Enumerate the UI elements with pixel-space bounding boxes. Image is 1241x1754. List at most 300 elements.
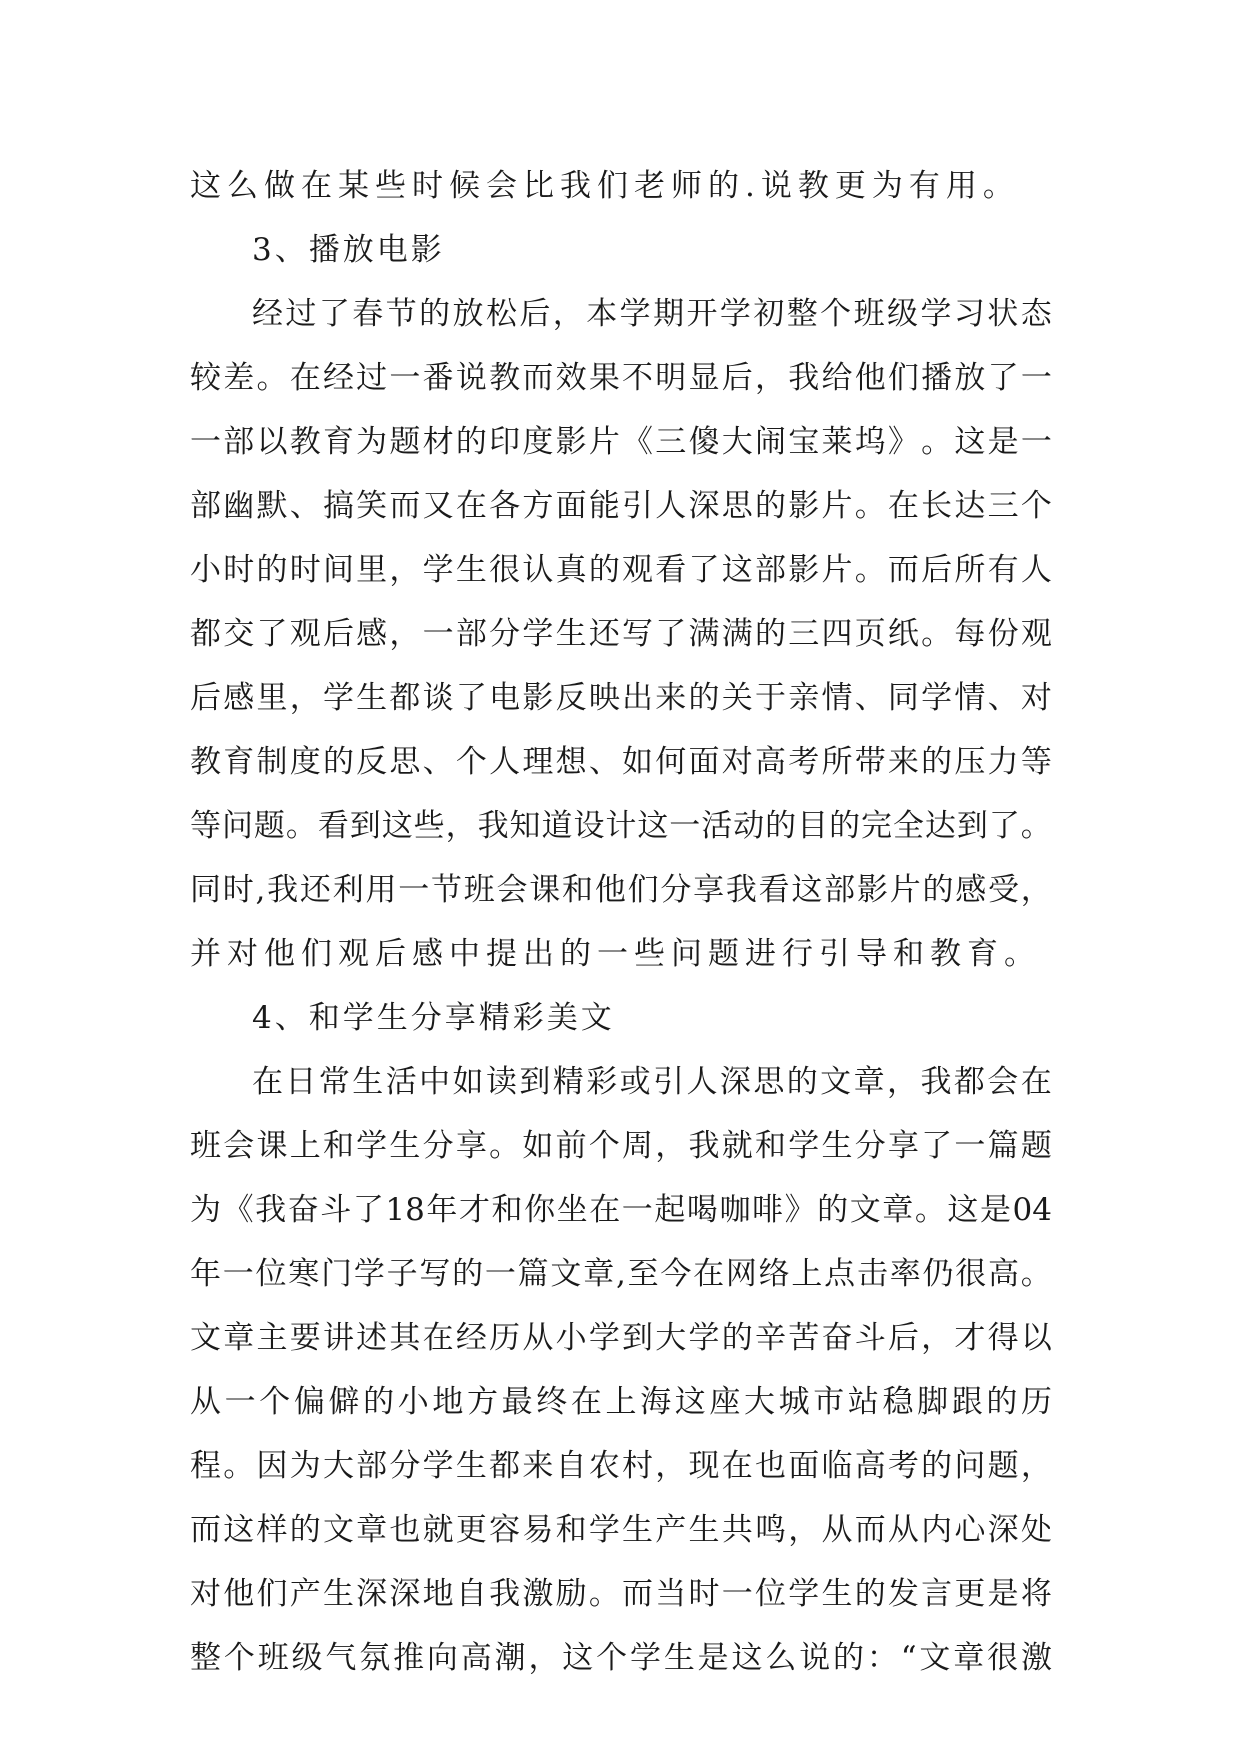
glyph: 到 (519, 1064, 551, 1100)
glyph: 讲 (322, 1320, 354, 1356)
glyph: 这 (731, 1640, 763, 1676)
glyph: 达 (924, 808, 956, 844)
glyph: 课 (529, 872, 561, 908)
glyph: 级 (291, 1640, 323, 1676)
glyph: 在 (455, 488, 487, 524)
glyph: 坐 (556, 1192, 588, 1228)
paragraph-line: 并对他们观后感中提出的一些问题进行引导和教育。 (190, 936, 1041, 972)
glyph: 生 (356, 680, 388, 716)
paragraph-line (190, 730, 1052, 794)
glyph: 深 (356, 1576, 388, 1612)
body-text (190, 154, 1052, 1690)
glyph: 门 (321, 1256, 353, 1292)
glyph: 都 (389, 680, 421, 716)
glyph: 所 (821, 744, 853, 780)
glyph: ， (389, 616, 421, 652)
glyph: 学 (619, 296, 651, 332)
glyph: 而 (854, 1512, 886, 1548)
section-heading: 3、播放电影 (252, 232, 445, 268)
paragraph-line (190, 794, 1052, 858)
glyph: 会 (987, 1064, 1019, 1100)
glyph: 时 (289, 552, 321, 588)
glyph: 章 (853, 1064, 885, 1100)
glyph: 他 (594, 872, 626, 908)
glyph: 过 (285, 296, 317, 332)
glyph: 的 (322, 744, 354, 780)
glyph: 看 (655, 552, 687, 588)
glyph: 电 (489, 680, 521, 716)
paragraph-line (190, 538, 1052, 602)
glyph: 当 (655, 1576, 687, 1612)
glyph: 学 (322, 680, 354, 716)
glyph: 年 (426, 1192, 458, 1228)
glyph: 页 (854, 616, 886, 652)
glyph: 。 (256, 360, 288, 396)
glyph: 里 (256, 680, 288, 716)
glyph: 我 (688, 1128, 720, 1164)
glyph: 章 (223, 1320, 255, 1356)
glyph: 后 (921, 552, 953, 588)
glyph: 推 (393, 1640, 425, 1676)
glyph: 一 (1020, 360, 1052, 396)
glyph: 计 (605, 808, 637, 844)
glyph: 教 (190, 744, 221, 780)
glyph: 人 (1020, 552, 1052, 588)
glyph: 文 (550, 1256, 582, 1292)
glyph: 大 (322, 1448, 354, 1484)
glyph: 一 (222, 1256, 254, 1292)
glyph: ， (1020, 872, 1052, 908)
glyph: ， (754, 360, 786, 396)
glyph: 文 (190, 1320, 221, 1356)
glyph: 教 (489, 360, 521, 396)
glyph: 点 (824, 1256, 856, 1292)
glyph: 的 (688, 680, 720, 716)
glyph: 部 (190, 488, 221, 524)
glyph: 享 (455, 1128, 487, 1164)
glyph: 章 (882, 1192, 914, 1228)
glyph: 会 (223, 1128, 255, 1164)
glyph: 稳 (882, 1384, 914, 1420)
glyph: 你 (524, 1192, 556, 1228)
glyph: 满 (688, 616, 720, 652)
glyph: 们 (887, 360, 919, 396)
glyph: 知 (509, 808, 541, 844)
glyph: 寒 (288, 1256, 320, 1292)
glyph: 班 (257, 1640, 289, 1676)
glyph: 最 (501, 1384, 533, 1420)
glyph: 春 (352, 296, 384, 332)
glyph: 影 (788, 488, 820, 524)
paragraph-line (190, 602, 1052, 666)
glyph: 程 (190, 1448, 221, 1484)
glyph: 僻 (328, 1384, 360, 1420)
glyph: 后 (887, 1320, 919, 1356)
glyph: 看 (317, 808, 349, 844)
glyph: 认 (522, 552, 554, 588)
glyph: 同 (190, 872, 221, 908)
glyph: 又 (422, 488, 454, 524)
glyph: 。 (285, 808, 317, 844)
glyph: 果 (588, 360, 620, 396)
glyph: 章 (953, 1640, 985, 1676)
glyph: 教 (289, 424, 321, 460)
glyph: 写 (419, 1256, 451, 1292)
glyph: 文 (322, 1512, 354, 1548)
glyph: 想 (555, 744, 587, 780)
glyph: 更 (455, 1512, 487, 1548)
glyph: 大 (655, 1320, 687, 1356)
glyph: 宝 (788, 424, 820, 460)
glyph: 城 (778, 1384, 810, 1420)
glyph: 一 (190, 424, 221, 460)
paragraph-line: 这么做在某些时候会比我们老师的.说教更为有用。 (190, 168, 1020, 204)
glyph: 不 (622, 360, 654, 396)
glyph: 的 (833, 1640, 865, 1676)
glyph: 发 (887, 1576, 919, 1612)
glyph: 后 (322, 616, 354, 652)
glyph: 片 (821, 488, 853, 524)
glyph: 影 (555, 424, 587, 460)
glyph: 力 (987, 744, 1019, 780)
glyph: 学 (788, 1128, 820, 1164)
glyph: 设 (573, 808, 605, 844)
glyph: 能 (588, 488, 620, 524)
glyph: 是 (987, 1576, 1019, 1612)
glyph: 生 (555, 616, 587, 652)
glyph: 海 (640, 1384, 672, 1420)
glyph: 面 (688, 744, 720, 780)
glyph: 对 (190, 1576, 221, 1612)
glyph: 学 (688, 1320, 720, 1356)
glyph: 学 (422, 1448, 454, 1484)
glyph: 给 (821, 360, 853, 396)
glyph: 一 (669, 808, 701, 844)
glyph: 在 (887, 488, 919, 524)
glyph: 经 (455, 1320, 487, 1356)
glyph: 地 (432, 1384, 464, 1420)
glyph: 鸣 (754, 1512, 786, 1548)
glyph: 态 (1020, 296, 1052, 332)
glyph: 都 (953, 1064, 985, 1100)
glyph: 出 (622, 680, 654, 716)
glyph: 啡 (752, 1192, 784, 1228)
glyph: 播 (921, 360, 953, 396)
glyph: 我 (725, 872, 757, 908)
glyph: 节 (385, 296, 417, 332)
glyph: 学 (921, 680, 953, 716)
glyph: 题 (389, 424, 421, 460)
paragraph-line (190, 474, 1052, 538)
glyph: 喝 (686, 1192, 718, 1228)
glyph: 是 (979, 1192, 1011, 1228)
glyph: 默 (256, 488, 288, 524)
glyph: 思 (721, 488, 753, 524)
glyph: 。 (489, 1128, 521, 1164)
glyph: 很 (955, 1256, 987, 1292)
glyph: 班 (190, 1128, 221, 1164)
glyph: 在 (570, 1384, 602, 1420)
glyph: 。 (1020, 1256, 1052, 1292)
glyph: 这 (947, 1192, 979, 1228)
glyph: 章 (583, 1256, 615, 1292)
glyph: 对 (721, 744, 753, 780)
glyph: 、 (422, 744, 454, 780)
glyph: 周 (622, 1128, 654, 1164)
glyph: 今 (660, 1256, 692, 1292)
glyph: 亲 (788, 680, 820, 716)
glyph: 述 (356, 1320, 388, 1356)
glyph: 上 (289, 1128, 321, 1164)
glyph: 明 (655, 360, 687, 396)
glyph: 。 (921, 616, 953, 652)
glyph: 看 (758, 872, 790, 908)
glyph: 个 (223, 1640, 255, 1676)
glyph: 引 (622, 488, 654, 524)
glyph: 的 (721, 1320, 753, 1356)
glyph: 、 (588, 744, 620, 780)
glyph: ， (655, 1448, 687, 1484)
glyph: 的 (817, 1192, 849, 1228)
glyph: 在 (422, 1320, 454, 1356)
glyph: 这 (637, 808, 669, 844)
glyph: 仍 (922, 1256, 954, 1292)
glyph: 活 (701, 808, 733, 844)
glyph: 些 (413, 808, 445, 844)
glyph: 而 (190, 1512, 221, 1548)
glyph: 人 (489, 744, 521, 780)
glyph: 了 (318, 296, 350, 332)
glyph: 生 (389, 1128, 421, 1164)
glyph: 至 (627, 1256, 659, 1292)
glyph: 篇 (987, 1128, 1019, 1164)
glyph: 的 (455, 424, 487, 460)
glyph: 节 (430, 872, 462, 908)
glyph: 的 (588, 552, 620, 588)
glyph: 说 (799, 1640, 831, 1676)
glyph: 里 (356, 552, 388, 588)
glyph: ， (887, 1064, 919, 1100)
glyph: 受 (988, 872, 1019, 908)
glyph: “ (900, 1640, 917, 1676)
glyph: 一 (398, 872, 430, 908)
glyph: 材 (422, 424, 454, 460)
glyph: 的 (921, 744, 953, 780)
glyph: 个 (455, 744, 487, 780)
glyph: 动 (733, 808, 765, 844)
section-heading: 4、和学生分享精彩美文 (252, 1000, 615, 1036)
glyph: 分 (422, 1128, 454, 1164)
glyph: 目 (797, 808, 829, 844)
glyph: 也 (754, 1448, 786, 1484)
glyph: 。 (914, 1192, 946, 1228)
glyph: 还 (299, 872, 331, 908)
glyph: 学 (920, 296, 952, 332)
paragraph-line (190, 666, 1052, 730)
glyph: 生 (622, 1512, 654, 1548)
glyph: , (615, 1256, 626, 1292)
glyph: 主 (256, 1320, 288, 1356)
glyph: 时 (223, 552, 255, 588)
paragraph-line (190, 1178, 1052, 1242)
glyph: 篇 (517, 1256, 549, 1292)
glyph: ， (552, 296, 584, 332)
glyph: 们 (256, 1576, 288, 1612)
glyph: 何 (655, 744, 687, 780)
glyph: 从 (190, 1384, 221, 1420)
glyph: 状 (987, 296, 1019, 332)
glyph: 上 (791, 1256, 823, 1292)
glyph: 生 (821, 1576, 853, 1612)
glyph: 上 (605, 1384, 637, 1420)
glyph: 初 (753, 296, 785, 332)
glyph: 同 (887, 680, 919, 716)
glyph: 题 (1020, 1128, 1052, 1164)
glyph: 高 (988, 1256, 1019, 1292)
glyph: 说 (455, 360, 487, 396)
glyph: 引 (653, 1064, 685, 1100)
glyph: ， (1020, 1448, 1052, 1484)
glyph: 有 (987, 552, 1019, 588)
glyph: 搞 (322, 488, 354, 524)
glyph: 班 (463, 872, 495, 908)
glyph: 18 (385, 1192, 425, 1228)
glyph: 本 (586, 296, 618, 332)
glyph: 一 (954, 1128, 986, 1164)
glyph: 从 (821, 1512, 853, 1548)
glyph: 从 (522, 1320, 554, 1356)
glyph: 彩 (586, 1064, 618, 1100)
glyph: 或 (619, 1064, 651, 1100)
glyph: 压 (954, 744, 986, 780)
glyph: 片 (889, 872, 921, 908)
glyph: 感 (223, 680, 255, 716)
glyph: 一 (621, 1192, 653, 1228)
glyph: 完 (861, 808, 893, 844)
glyph: , (255, 872, 266, 908)
glyph: 深 (389, 1576, 421, 1612)
glyph: 人 (686, 1064, 718, 1100)
glyph: 到 (349, 808, 381, 844)
glyph: 各 (489, 488, 521, 524)
glyph: 的 (754, 616, 786, 652)
glyph: 偏 (293, 1384, 325, 1420)
glyph: 映 (588, 680, 620, 716)
glyph: 文 (849, 1192, 881, 1228)
glyph: 激 (522, 1576, 554, 1612)
glyph: 理 (522, 744, 554, 780)
glyph: 松 (485, 296, 517, 332)
glyph: 历 (489, 1320, 521, 1356)
glyph: 学 (422, 552, 454, 588)
glyph: 自 (455, 1576, 487, 1612)
glyph: 就 (721, 1128, 753, 1164)
glyph: 三 (987, 488, 1019, 524)
glyph: 读 (485, 1064, 517, 1100)
glyph: 深 (987, 1512, 1019, 1548)
glyph: 奋 (821, 1320, 853, 1356)
glyph: 一 (721, 1576, 753, 1612)
glyph: 向 (426, 1640, 458, 1676)
glyph: 片 (821, 552, 853, 588)
glyph: 以 (1020, 1320, 1052, 1356)
glyph: 问 (221, 808, 253, 844)
glyph: 个 (259, 1384, 291, 1420)
glyph: 才 (954, 1320, 986, 1356)
glyph: 三 (655, 424, 687, 460)
glyph: 常 (318, 1064, 350, 1100)
glyph: ， (528, 1640, 560, 1676)
glyph: 了 (921, 1128, 953, 1164)
glyph: 级 (887, 296, 919, 332)
paragraph-line (190, 346, 1052, 410)
glyph: 所 (954, 552, 986, 588)
glyph: 斗 (854, 1320, 886, 1356)
glyph: 率 (889, 1256, 921, 1292)
glyph: 位 (255, 1256, 287, 1292)
glyph: 文 (820, 1064, 852, 1100)
glyph: 在 (289, 360, 321, 396)
glyph: 斗 (320, 1192, 352, 1228)
glyph: 生 (821, 1128, 853, 1164)
glyph: ， (389, 552, 421, 588)
glyph: 而 (622, 1576, 654, 1612)
glyph: 和 (322, 1128, 354, 1164)
glyph: 我 (920, 1064, 952, 1100)
glyph: 咖 (719, 1192, 751, 1228)
glyph: 和 (754, 1128, 786, 1164)
glyph: 印 (489, 424, 521, 460)
glyph: 时 (222, 872, 254, 908)
glyph: 考 (788, 744, 820, 780)
glyph: 奋 (287, 1192, 319, 1228)
glyph: 站 (847, 1384, 879, 1420)
glyph: 生 (455, 552, 487, 588)
glyph: 了 (655, 616, 687, 652)
glyph: 样 (256, 1512, 288, 1548)
glyph: 和 (491, 1192, 523, 1228)
glyph: 高 (854, 1448, 886, 1484)
glyph: 将 (1020, 1576, 1052, 1612)
glyph: 番 (422, 360, 454, 396)
glyph: 他 (854, 360, 886, 396)
glyph: 来 (655, 680, 687, 716)
glyph: 小 (555, 1320, 587, 1356)
glyph: 。 (921, 424, 953, 460)
glyph: 时 (688, 1576, 720, 1612)
glyph: 个 (588, 1128, 620, 1164)
glyph: 得 (987, 1320, 1019, 1356)
glyph: 开 (686, 296, 718, 332)
glyph: 、 (854, 680, 886, 716)
glyph: 面 (555, 488, 587, 524)
glyph: 学 (353, 1256, 385, 1292)
glyph: 这 (721, 552, 753, 588)
paragraph-line (190, 1434, 1052, 1498)
glyph: 年 (190, 1256, 221, 1292)
glyph: 这 (223, 1512, 255, 1548)
glyph: 题 (253, 808, 285, 844)
glyph: 于 (754, 680, 786, 716)
glyph: 学 (629, 1640, 661, 1676)
glyph: 激 (1020, 1640, 1052, 1676)
glyph: ， (445, 808, 477, 844)
glyph: 历 (1021, 1384, 1052, 1420)
glyph: 学 (588, 1512, 620, 1548)
glyph: 三 (788, 616, 820, 652)
glyph: 产 (655, 1512, 687, 1548)
glyph: 放 (954, 360, 986, 396)
